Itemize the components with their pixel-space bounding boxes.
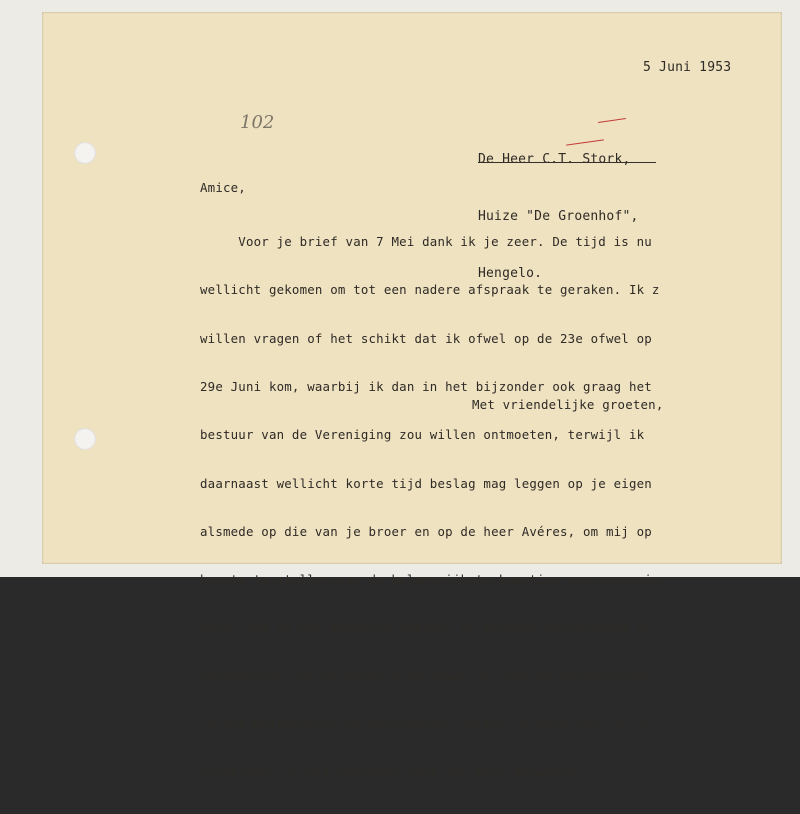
address-line: Hengelo. — [478, 266, 543, 281]
body-line: ik met belangstelling bestudeerd. Hartelijk dank voor je in- — [200, 717, 660, 732]
punch-hole-bottom — [74, 428, 96, 450]
body-line: hoogte te stellen van de belangrijkste kwesties van economis — [200, 572, 660, 588]
body-line: wellicht gekomen om tot een nadere afspraak te geraken. Ik z — [200, 282, 660, 298]
salutation: Amice, — [200, 180, 246, 195]
body-line: vergadering van de Vereniging zowel als van de Nennootschap — [200, 668, 652, 684]
address-underline — [478, 162, 656, 163]
letter-page — [42, 12, 782, 781]
body-line: alsmede op die van je broer en op de heer Avéres, om mij op — [200, 523, 652, 539]
pencil-annotation: 102 — [240, 112, 275, 133]
punch-hole-top — [74, 142, 96, 164]
letter-date: 5 Juni 1953 — [643, 60, 732, 75]
body-line: aard, die op het ogenblik spelen. De stukken betreffende de — [200, 620, 652, 636]
body-line: daarnaast wellicht korte tijd beslag mag leggen op je eigen — [200, 475, 652, 491]
body-line: Voor je brief van 7 Mei dank ik je zeer. De tijd is nu — [200, 234, 652, 250]
closing: Met vriendelijke groeten, — [472, 397, 664, 412]
address-line: De Heer C.T. Stork, — [478, 152, 631, 167]
body-line: bestuur van de Vereniging zou willen ontmoeten, terwijl ik — [200, 427, 645, 443]
body-line: 29e Juni kom, waarbij ik dan in het bijzonder ook graag het — [200, 379, 652, 395]
body-line: lichtingen en bij voorbaat voor een kort antwoord. — [200, 765, 583, 781]
address-line: Huize "De Groenhof", — [478, 209, 639, 224]
letter-body — [200, 202, 760, 814]
body-line: willen vragen of het schikt dat ik ofwel op de 23e ofwel op — [200, 330, 652, 346]
